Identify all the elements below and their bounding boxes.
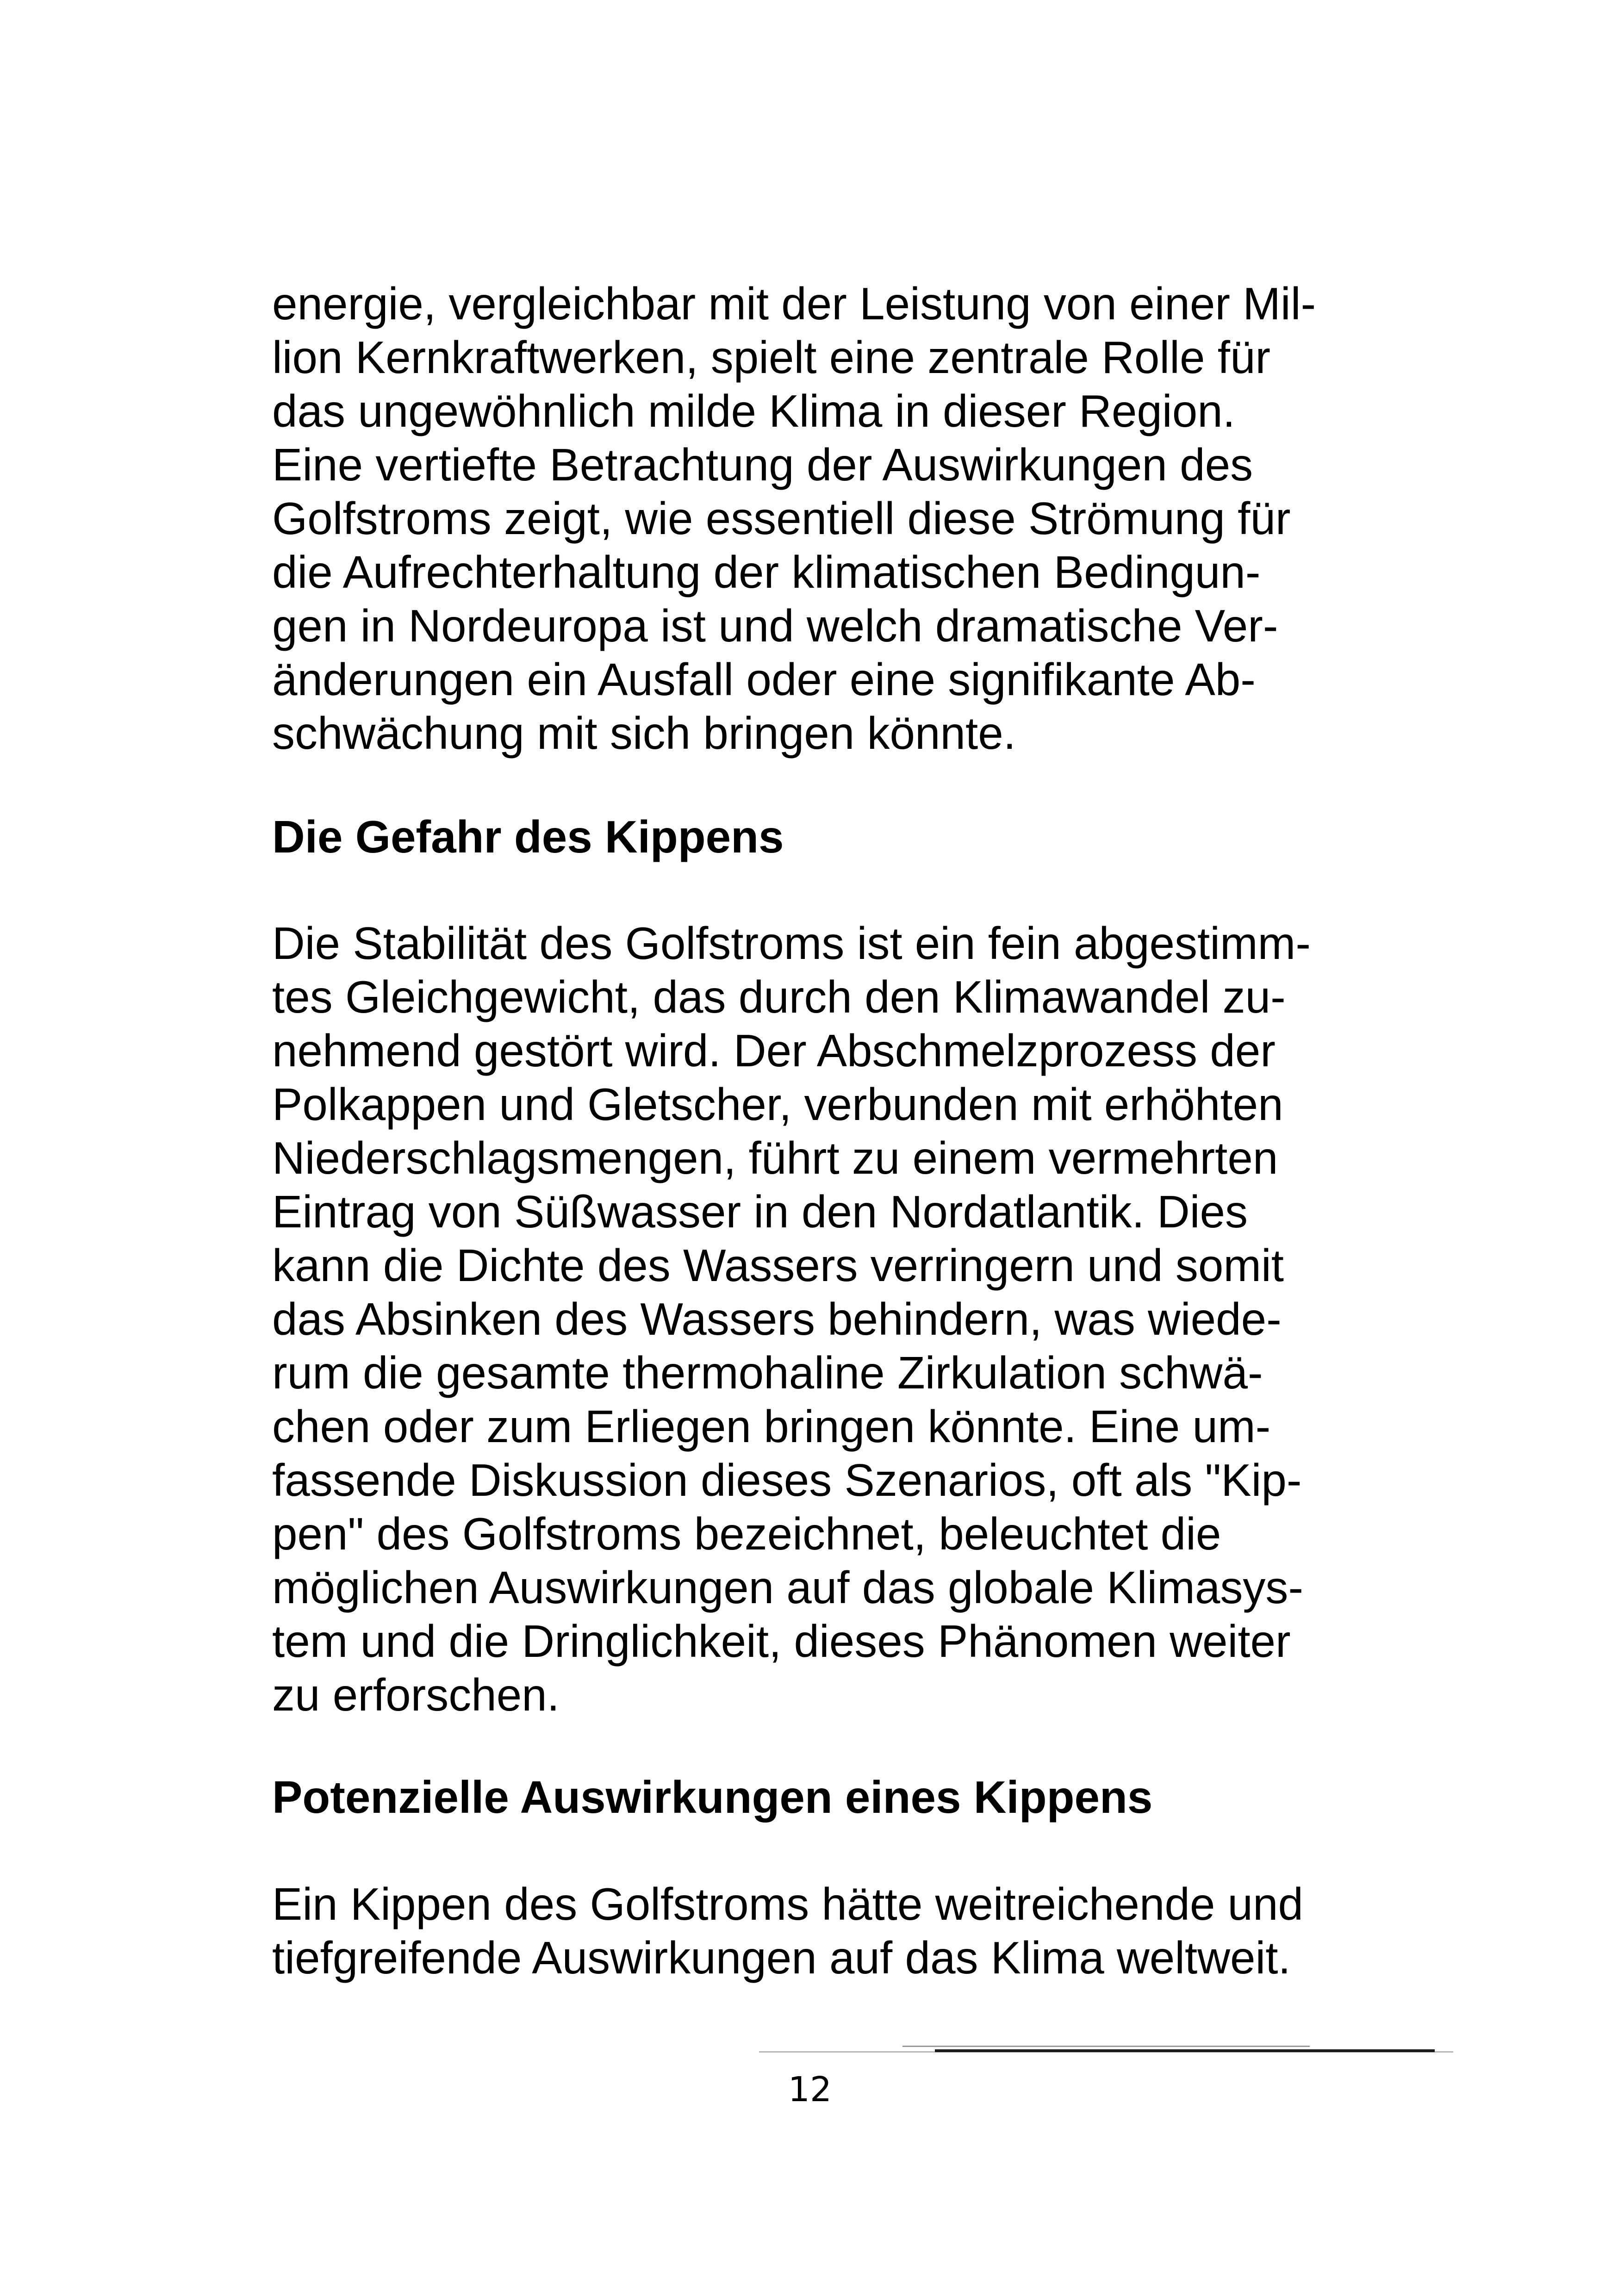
text-line: änderungen ein Ausfall oder eine signifikante Ab- bbox=[272, 654, 1256, 705]
section-heading: Die Gefahr des Kippens bbox=[272, 811, 784, 862]
text-line: tiefgreifende Auswirkungen auf das Klima weltweit. bbox=[272, 1932, 1291, 1983]
text-line: Polkappen und Gletscher, verbunden mit erhöhten bbox=[272, 1079, 1283, 1130]
text-line: das Absinken des Wassers behindern, was wiede- bbox=[272, 1294, 1282, 1344]
text-line: zu erforschen. bbox=[272, 1669, 560, 1720]
text-line: Golfstroms zeigt, wie essentiell diese Strömung für bbox=[272, 493, 1291, 544]
text-line: Eintrag von Süßwasser in den Nordatlantik. Dies bbox=[272, 1186, 1248, 1237]
page-number: 12 bbox=[788, 2070, 832, 2109]
text-line: pen" des Golfstroms bezeichnet, beleuchtet die bbox=[272, 1508, 1221, 1559]
text-line: tem und die Dringlichkeit, dieses Phänomen weiter bbox=[272, 1616, 1291, 1667]
section-heading: Potenzielle Auswirkungen eines Kippens bbox=[272, 1772, 1153, 1823]
text-line: energie, vergleichbar mit der Leistung von einer Mil- bbox=[272, 278, 1316, 329]
text-line: Niederschlagsmengen, führt zu einem vermehrten bbox=[272, 1132, 1278, 1183]
footer-divider bbox=[935, 2049, 1435, 2052]
text-line: Eine vertiefte Betrachtung der Auswirkungen des bbox=[272, 439, 1253, 490]
text-line: kann die Dichte des Wassers verringern und somit bbox=[272, 1240, 1284, 1291]
text-line: die Aufrechterhaltung der klimatischen Bedingun- bbox=[272, 547, 1261, 597]
text-line: Die Stabilität des Golfstroms ist ein fein abgestimm- bbox=[272, 918, 1311, 969]
text-line: Ein Kippen des Golfstroms hätte weitreichende und bbox=[272, 1879, 1304, 1929]
text-line: rum die gesamte thermohaline Zirkulation schwä- bbox=[272, 1347, 1263, 1398]
text-line: chen oder zum Erliegen bringen könnte. Eine um- bbox=[272, 1401, 1271, 1452]
footer-divider bbox=[902, 2046, 1310, 2047]
text-line: tes Gleichgewicht, das durch den Klimawandel zu- bbox=[272, 971, 1286, 1022]
text-line: lion Kernkraftwerken, spielt eine zentrale Rolle für bbox=[272, 332, 1271, 383]
text-line: möglichen Auswirkungen auf das globale Klimasys- bbox=[272, 1562, 1303, 1613]
text-line: nehmend gestört wird. Der Abschmelzprozess der bbox=[272, 1025, 1276, 1076]
text-line: schwächung mit sich bringen könnte. bbox=[272, 708, 1016, 759]
text-line: das ungewöhnlich milde Klima in dieser Region. bbox=[272, 386, 1235, 436]
text-line: fassende Diskussion dieses Szenarios, oft als "Kip- bbox=[272, 1455, 1302, 1506]
text-line: gen in Nordeuropa ist und welch dramatische Ver- bbox=[272, 600, 1278, 651]
